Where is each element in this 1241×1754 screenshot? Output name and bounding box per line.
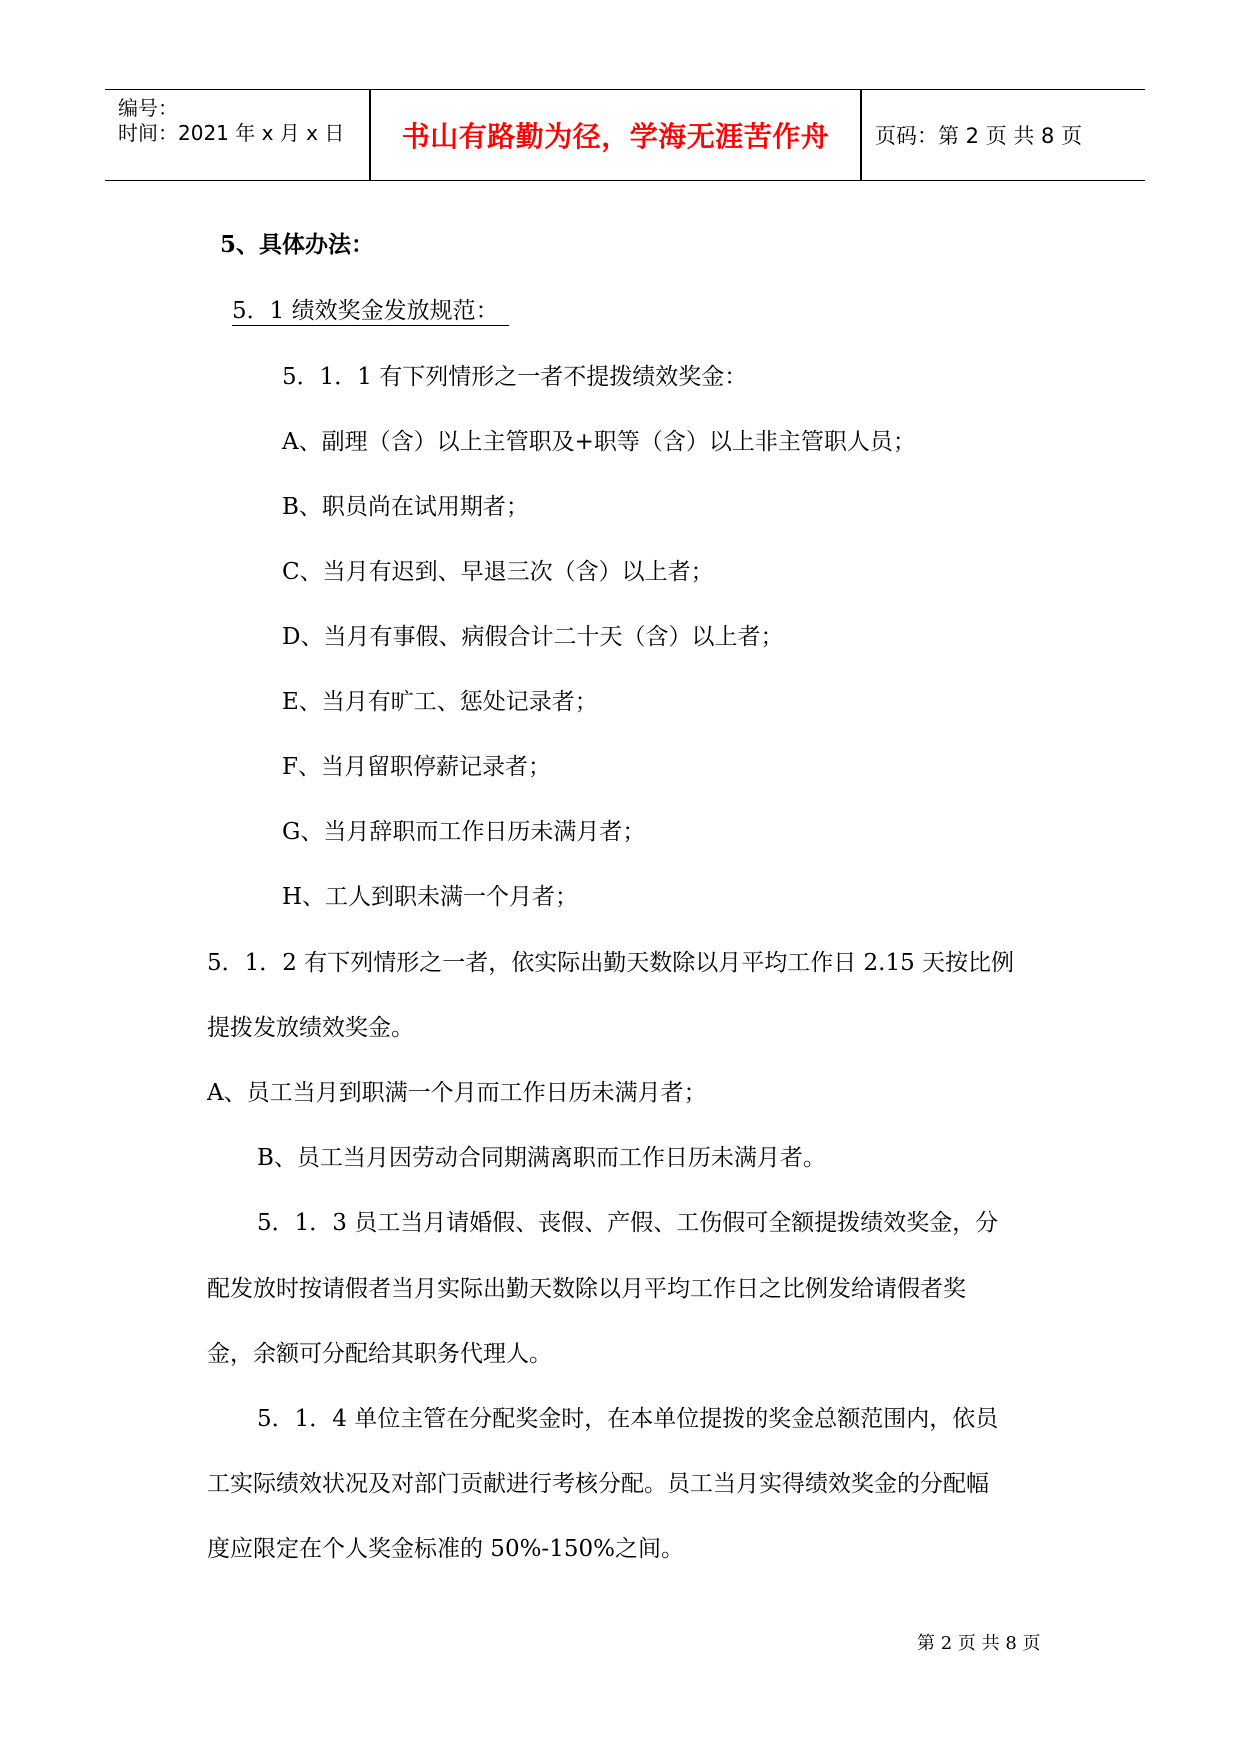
subsection-title bbox=[232, 296, 509, 326]
header-page-info: 页码：第 2 页 共 8 页 bbox=[875, 124, 1083, 148]
header-meta bbox=[105, 90, 369, 180]
clause-5-1-4-line-3: 度应限定在个人奖金标准的 50%-150%之间。 bbox=[207, 1536, 684, 1562]
clause-5-1-4-line-1: 5．1．4 单位主管在分配奖金时，在本单位提拨的奖金总额范围内，依员 bbox=[257, 1406, 999, 1432]
list-item-a: A、副理（含）以上主管职及+职等（含）以上非主管职人员； bbox=[282, 429, 916, 455]
list-item-f: F、当月留职停薪记录者； bbox=[282, 754, 551, 780]
clause-5-1-4-line-2: 工实际绩效状况及对部门贡献进行考核分配。员工当月实得绩效奖金的分配幅 bbox=[207, 1471, 989, 1497]
header-motto: 书山有路勤为径，学海无涯苦作舟 bbox=[401, 120, 830, 153]
clause-5-1-3-line-3: 金，余额可分配给其职务代理人。 bbox=[207, 1341, 552, 1367]
list-item-d: D、当月有事假、病假合计二十天（含）以上者； bbox=[282, 624, 784, 650]
list-item-g: G、当月辞职而工作日历未满月者； bbox=[282, 819, 646, 845]
list-item-e: E、当月有旷工、惩处记录者； bbox=[282, 689, 598, 715]
list-item-b: B、职员尚在试用期者； bbox=[282, 494, 529, 520]
clause-5-1-3-line-1: 5．1．3 员工当月请婚假、丧假、产假、工伤假可全额提拨绩效奖金，分 bbox=[257, 1210, 999, 1236]
section-title: 5、具体办法： bbox=[220, 231, 375, 258]
document-time-label: 时间：2021 年 x 月 x 日 bbox=[118, 121, 345, 145]
header-divider bbox=[860, 90, 862, 180]
document-number-label: 编号： bbox=[118, 96, 178, 120]
clause-5-1-2-item-a: A、员工当月到职满一个月而工作日历未满月者； bbox=[207, 1080, 707, 1106]
clause-5-1-2-line-2: 提拨发放绩效奖金。 bbox=[207, 1015, 414, 1041]
page-header bbox=[105, 89, 1145, 181]
clause-5-1-2-item-b: B、员工当月因劳动合同期满离职而工作日历未满月者。 bbox=[257, 1145, 826, 1171]
list-item-h: H、工人到职未满一个月者； bbox=[282, 884, 579, 910]
clause-5-1-3-line-2: 配发放时按请假者当月实际出勤天数除以月平均工作日之比例发给请假者奖 bbox=[207, 1276, 966, 1302]
list-item-c: C、当月有迟到、早退三次（含）以上者； bbox=[282, 559, 714, 585]
page-footer: 第 2 页 共 8 页 bbox=[917, 1633, 1041, 1654]
subsection-title-text: 5．1 绩效奖金发放规范： bbox=[232, 298, 509, 326]
clause-5-1-2-line-1: 5．1．2 有下列情形之一者，依实际出勤天数除以月平均工作日 2.15 天按比例 bbox=[207, 950, 1015, 976]
clause-5-1-1: 5．1．1 有下列情形之一者不提拨绩效奖金： bbox=[282, 364, 748, 390]
